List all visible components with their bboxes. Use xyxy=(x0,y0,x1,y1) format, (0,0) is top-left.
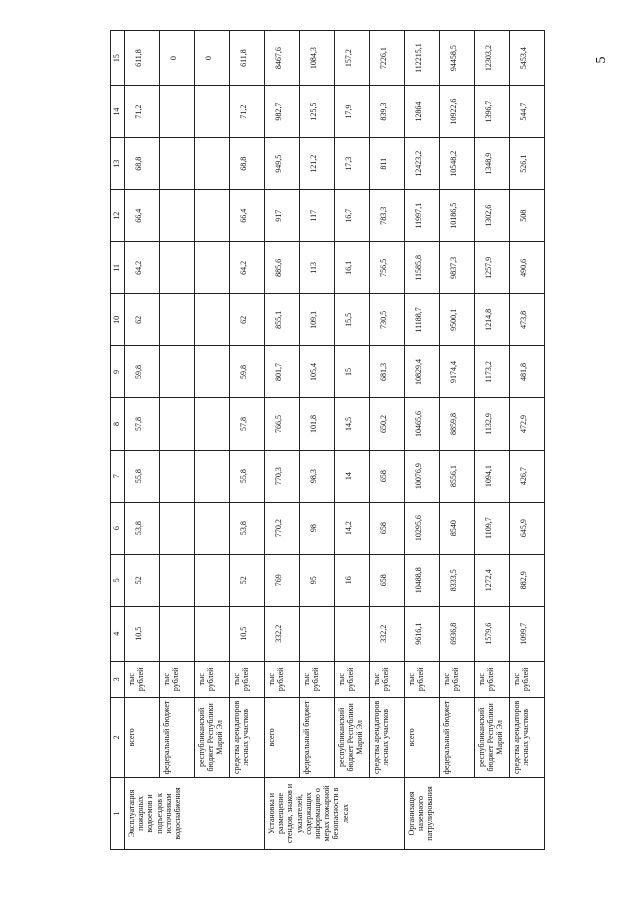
value-cell: 10,5 xyxy=(230,606,265,661)
value-cell: 95 xyxy=(300,554,335,606)
value-cell xyxy=(195,294,230,346)
value-cell xyxy=(195,554,230,606)
value-cell: 53,8 xyxy=(230,502,265,554)
value-cell: 98,3 xyxy=(300,450,335,502)
column-header: 7 xyxy=(111,450,125,502)
value-cell: 473,8 xyxy=(510,294,545,346)
value-cell xyxy=(160,294,195,346)
value-cell: 105,4 xyxy=(300,346,335,398)
value-cell: 121,2 xyxy=(300,138,335,190)
value-cell: 490,6 xyxy=(510,242,545,294)
value-cell: 101,8 xyxy=(300,398,335,450)
value-cell: 15,5 xyxy=(335,294,370,346)
value-cell: 8467,6 xyxy=(265,31,300,86)
value-cell: 1396,7 xyxy=(475,86,510,138)
table-row xyxy=(370,31,405,850)
column-header: 1 xyxy=(111,777,125,849)
unit-cell: тыс рублей xyxy=(160,661,195,697)
value-cell: 15 xyxy=(335,346,370,398)
unit-cell: тыс рублей xyxy=(510,661,545,697)
value-cell: 917 xyxy=(265,190,300,242)
value-cell: 10076,9 xyxy=(405,450,440,502)
value-cell: 17,9 xyxy=(335,86,370,138)
value-cell: 1173,2 xyxy=(475,346,510,398)
value-cell: 53,8 xyxy=(125,502,160,554)
value-cell: 1348,9 xyxy=(475,138,510,190)
value-cell: 658 xyxy=(370,502,405,554)
value-cell: 481,8 xyxy=(510,346,545,398)
value-cell xyxy=(160,190,195,242)
value-cell: 109,1 xyxy=(300,294,335,346)
column-header: 2 xyxy=(111,697,125,777)
value-cell: 62 xyxy=(230,294,265,346)
value-cell xyxy=(160,86,195,138)
value-cell: 650,2 xyxy=(370,398,405,450)
funding-source-cell: федеральный бюджет xyxy=(160,697,195,777)
funding-source-cell: федеральный бюджет xyxy=(440,697,475,777)
table-row xyxy=(265,31,300,850)
value-cell xyxy=(160,606,195,661)
funding-source-cell: всего xyxy=(405,697,440,777)
value-cell: 1302,6 xyxy=(475,190,510,242)
value-cell: 783,3 xyxy=(370,190,405,242)
value-cell: 9500,1 xyxy=(440,294,475,346)
value-cell: 855,1 xyxy=(265,294,300,346)
value-cell: 1272,4 xyxy=(475,554,510,606)
value-cell: 9174,4 xyxy=(440,346,475,398)
funding-source-cell: всего xyxy=(125,697,160,777)
value-cell: 508 xyxy=(510,190,545,242)
value-cell: 55,8 xyxy=(230,450,265,502)
value-cell: 1214,8 xyxy=(475,294,510,346)
value-cell: 59,8 xyxy=(125,346,160,398)
column-header: 10 xyxy=(111,294,125,346)
value-cell: 71,2 xyxy=(125,86,160,138)
value-cell: 11188,7 xyxy=(405,294,440,346)
value-cell: 113 xyxy=(300,242,335,294)
value-cell: 730,5 xyxy=(370,294,405,346)
value-cell xyxy=(160,346,195,398)
value-cell: 157,2 xyxy=(335,31,370,86)
column-header: 6 xyxy=(111,502,125,554)
value-cell: 611,8 xyxy=(125,31,160,86)
value-cell: 17,3 xyxy=(335,138,370,190)
value-cell: 66,4 xyxy=(230,190,265,242)
value-cell xyxy=(195,86,230,138)
value-cell: 770,3 xyxy=(265,450,300,502)
table-row xyxy=(160,31,195,850)
value-cell: 16,1 xyxy=(335,242,370,294)
value-cell: 1099,7 xyxy=(510,606,545,661)
value-cell: 8556,1 xyxy=(440,450,475,502)
value-cell: 59,8 xyxy=(230,346,265,398)
value-cell: 766,5 xyxy=(265,398,300,450)
value-cell: 949,5 xyxy=(265,138,300,190)
unit-cell: тыс рублей xyxy=(440,661,475,697)
value-cell: 472,9 xyxy=(510,398,545,450)
value-cell xyxy=(195,138,230,190)
table-row xyxy=(405,31,440,850)
value-cell: 10922,6 xyxy=(440,86,475,138)
funding-source-cell: федеральный бюджет xyxy=(300,697,335,777)
funding-source-cell: всего xyxy=(265,697,300,777)
value-cell: 811 xyxy=(370,138,405,190)
table-row xyxy=(230,31,265,850)
unit-cell: тыс рублей xyxy=(370,661,405,697)
column-header: 4 xyxy=(111,606,125,661)
value-cell: 332,2 xyxy=(370,606,405,661)
value-cell: 125,5 xyxy=(300,86,335,138)
header-row xyxy=(111,31,125,850)
table-row xyxy=(510,31,545,850)
value-cell: 885,6 xyxy=(265,242,300,294)
unit-cell: тыс рублей xyxy=(475,661,510,697)
value-cell: 52 xyxy=(125,554,160,606)
value-cell: 658 xyxy=(370,450,405,502)
value-cell: 68,8 xyxy=(230,138,265,190)
column-header: 12 xyxy=(111,190,125,242)
funding-source-cell: средства арендаторов лесных участков xyxy=(370,697,405,777)
unit-cell: тыс рублей xyxy=(405,661,440,697)
funding-source-cell: республиканский бюджет Республики Марий Эл xyxy=(195,697,230,777)
value-cell: 526,1 xyxy=(510,138,545,190)
page-number: 5 xyxy=(594,56,609,64)
value-cell: 1084,3 xyxy=(300,31,335,86)
value-cell: 57,8 xyxy=(230,398,265,450)
value-cell xyxy=(195,242,230,294)
value-cell: 62 xyxy=(125,294,160,346)
value-cell: 1109,7 xyxy=(475,502,510,554)
value-cell xyxy=(195,398,230,450)
value-cell xyxy=(195,502,230,554)
unit-cell: тыс рублей xyxy=(265,661,300,697)
unit-cell: тыс рублей xyxy=(335,661,370,697)
value-cell: 64,2 xyxy=(125,242,160,294)
value-cell: 1132,9 xyxy=(475,398,510,450)
value-cell: 12423,2 xyxy=(405,138,440,190)
value-cell xyxy=(195,450,230,502)
column-header: 13 xyxy=(111,138,125,190)
value-cell: 11997,1 xyxy=(405,190,440,242)
value-cell: 544,7 xyxy=(510,86,545,138)
value-cell: 839,3 xyxy=(370,86,405,138)
value-cell: 10488,8 xyxy=(405,554,440,606)
value-cell xyxy=(195,190,230,242)
value-cell xyxy=(195,606,230,661)
value-cell: 769 xyxy=(265,554,300,606)
value-cell: 5453,4 xyxy=(510,31,545,86)
column-header: 15 xyxy=(111,31,125,86)
value-cell: 57,8 xyxy=(125,398,160,450)
value-cell xyxy=(160,450,195,502)
unit-cell: тыс рублей xyxy=(195,661,230,697)
column-header: 14 xyxy=(111,86,125,138)
value-cell: 10829,4 xyxy=(405,346,440,398)
value-cell: 801,7 xyxy=(265,346,300,398)
funding-source-cell: средства арендаторов лесных участков xyxy=(510,697,545,777)
value-cell xyxy=(160,398,195,450)
value-cell: 12864 xyxy=(405,86,440,138)
value-cell: 10,5 xyxy=(125,606,160,661)
value-cell: 6936,8 xyxy=(440,606,475,661)
value-cell: 10548,2 xyxy=(440,138,475,190)
value-cell: 982,7 xyxy=(265,86,300,138)
value-cell xyxy=(300,606,335,661)
value-cell: 7226,1 xyxy=(370,31,405,86)
table-row xyxy=(335,31,370,850)
column-header: 3 xyxy=(111,661,125,697)
value-cell: 770,2 xyxy=(265,502,300,554)
table-row xyxy=(195,31,230,850)
value-cell: 71,2 xyxy=(230,86,265,138)
value-cell: 64,2 xyxy=(230,242,265,294)
value-cell: 14 xyxy=(335,450,370,502)
value-cell: 94458,5 xyxy=(440,31,475,86)
value-cell: 882,9 xyxy=(510,554,545,606)
value-cell: 14,5 xyxy=(335,398,370,450)
funding-source-cell: средства арендаторов лесных участков xyxy=(230,697,265,777)
value-cell: 11585,8 xyxy=(405,242,440,294)
column-header: 11 xyxy=(111,242,125,294)
value-cell: 10465,6 xyxy=(405,398,440,450)
activity-cell: Организация наземного патрулирования xyxy=(405,777,545,849)
value-cell: 8540 xyxy=(440,502,475,554)
funding-source-cell: республиканский бюджет Республики Марий Эл xyxy=(335,697,370,777)
value-cell: 16,7 xyxy=(335,190,370,242)
value-cell: 112215,1 xyxy=(405,31,440,86)
column-header: 9 xyxy=(111,346,125,398)
value-cell: 658 xyxy=(370,554,405,606)
activity-cell: Установка и размещение стендов, знаков и указателей, содержащих информацию о мерах пожарной безопасности в лесах xyxy=(265,777,405,849)
value-cell: 0 xyxy=(160,31,195,86)
value-cell: 66,4 xyxy=(125,190,160,242)
unit-cell: тыс рублей xyxy=(230,661,265,697)
value-cell: 52 xyxy=(230,554,265,606)
column-header: 5 xyxy=(111,554,125,606)
value-cell: 645,9 xyxy=(510,502,545,554)
value-cell xyxy=(160,242,195,294)
value-cell: 8859,8 xyxy=(440,398,475,450)
funding-source-cell: республиканский бюджет Республики Марий Эл xyxy=(475,697,510,777)
value-cell: 756,5 xyxy=(370,242,405,294)
value-cell: 426,7 xyxy=(510,450,545,502)
value-cell: 16 xyxy=(335,554,370,606)
table-row xyxy=(125,31,160,850)
value-cell: 681,3 xyxy=(370,346,405,398)
unit-cell: тыс рублей xyxy=(125,661,160,697)
activity-cell: Эксплуатация пожарных водоемов и подъездов к источникам водоснабжения xyxy=(125,777,265,849)
value-cell: 55,8 xyxy=(125,450,160,502)
value-cell: 14,2 xyxy=(335,502,370,554)
value-cell xyxy=(160,554,195,606)
value-cell: 332,2 xyxy=(265,606,300,661)
column-header: 8 xyxy=(111,398,125,450)
table-row xyxy=(300,31,335,850)
value-cell: 1094,1 xyxy=(475,450,510,502)
value-cell: 12303,2 xyxy=(475,31,510,86)
value-cell xyxy=(160,138,195,190)
value-cell: 8333,5 xyxy=(440,554,475,606)
value-cell xyxy=(195,346,230,398)
value-cell: 68,8 xyxy=(125,138,160,190)
value-cell: 0 xyxy=(195,31,230,86)
value-cell: 1257,9 xyxy=(475,242,510,294)
value-cell: 9837,3 xyxy=(440,242,475,294)
table-row xyxy=(440,31,475,850)
table-row xyxy=(475,31,510,850)
budget-table xyxy=(110,30,545,850)
value-cell xyxy=(160,502,195,554)
value-cell: 117 xyxy=(300,190,335,242)
value-cell: 10295,6 xyxy=(405,502,440,554)
table-body xyxy=(125,31,545,850)
value-cell: 611,8 xyxy=(230,31,265,86)
value-cell xyxy=(335,606,370,661)
value-cell: 1579,6 xyxy=(475,606,510,661)
unit-cell: тыс рублей xyxy=(300,661,335,697)
rotated-table-container xyxy=(110,30,531,850)
value-cell: 98 xyxy=(300,502,335,554)
value-cell: 9616,1 xyxy=(405,606,440,661)
value-cell: 10186,5 xyxy=(440,190,475,242)
